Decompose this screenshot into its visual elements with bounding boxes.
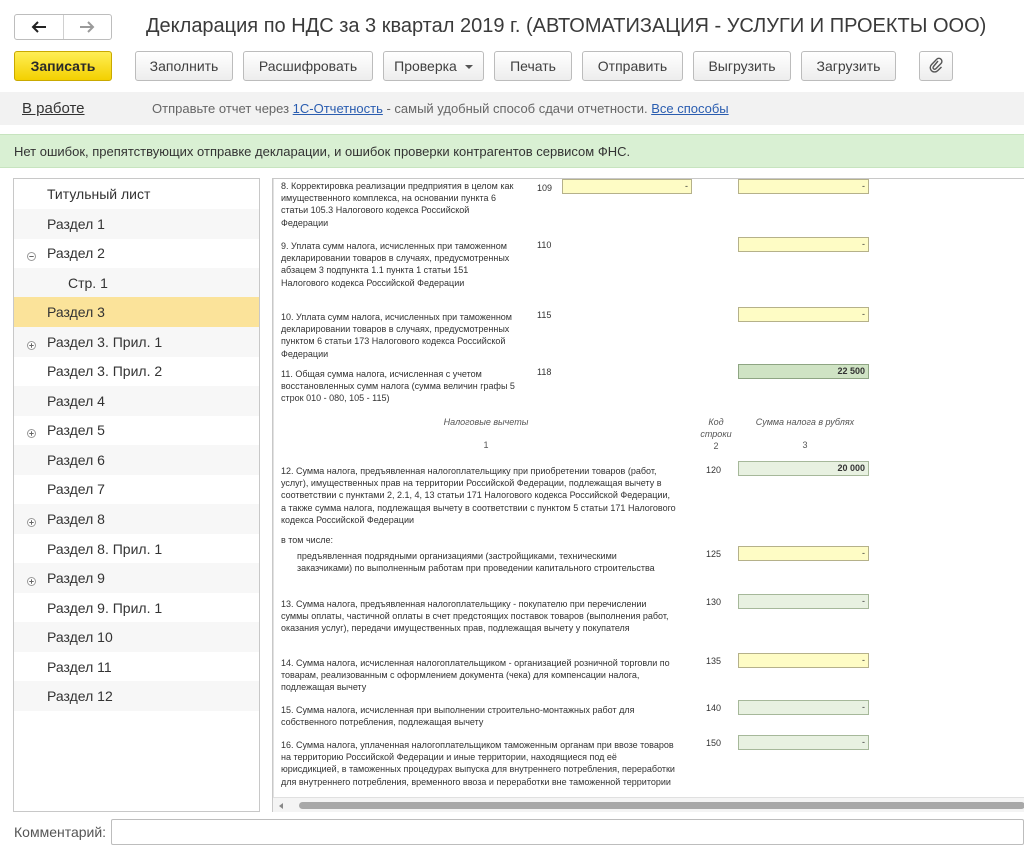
sidebar-item-section-7[interactable] <box>14 474 259 504</box>
sidebar-item-section-10[interactable] <box>14 622 259 652</box>
expand-icon[interactable] <box>27 573 36 582</box>
row-140-tax-field[interactable]: - <box>738 700 869 715</box>
sidebar-item-label: Раздел 8. Прил. 1 <box>47 541 163 557</box>
arrow-right-icon <box>79 21 95 33</box>
sidebar-item-section-4[interactable] <box>14 386 259 416</box>
deductions-header-title: Налоговые вычеты <box>443 417 529 427</box>
status-message <box>152 101 729 116</box>
link-1c-reporting[interactable]: 1С-Отчетность <box>292 101 383 116</box>
row-135-tax-field[interactable]: - <box>738 653 869 668</box>
sidebar-item-section-3-app-1[interactable] <box>14 327 259 357</box>
sidebar-item-label: Раздел 7 <box>47 481 105 497</box>
row-120-code: 120 <box>706 465 722 475</box>
row-109-code: 109 <box>537 183 553 193</box>
deductions-header-code-line2: строки <box>700 429 732 439</box>
sidebar-item-section-3-app-2[interactable] <box>14 356 259 386</box>
sidebar-item-section-5[interactable] <box>14 415 259 445</box>
print-button[interactable]: Печать <box>494 51 572 81</box>
deductions-header-col2-number: 2 <box>713 441 719 451</box>
scrollbar-thumb[interactable] <box>299 802 1024 809</box>
sidebar-item-label: Раздел 10 <box>47 629 113 645</box>
row-130-tax-field[interactable]: - <box>738 594 869 609</box>
row-130-code: 130 <box>706 597 722 607</box>
chevron-down-icon <box>465 65 473 69</box>
validation-message: Нет ошибок, препятствующих отправке декларации, и ошибок проверки контрагентов сервисом ФНС. <box>14 144 631 159</box>
sidebar-item-title-page[interactable] <box>14 179 259 209</box>
row-109-base-field[interactable]: - <box>562 179 692 194</box>
sidebar-item-label: Стр. 1 <box>68 275 108 291</box>
expand-icon[interactable] <box>27 425 36 434</box>
scroll-left-icon[interactable] <box>279 803 283 809</box>
comment-label: Комментарий: <box>14 824 107 840</box>
sidebar-item-label: Титульный лист <box>47 186 151 202</box>
form-left-border <box>273 179 274 797</box>
row-118-code: 118 <box>537 367 552 377</box>
sidebar-item-section-2-page-1[interactable] <box>14 268 259 298</box>
sidebar-item-section-3[interactable] <box>14 297 259 327</box>
row-120-tax-field[interactable]: 20 000 <box>738 461 869 476</box>
sidebar-item-section-2[interactable] <box>14 238 259 268</box>
row-115-tax-field[interactable]: - <box>738 307 869 322</box>
row-125-text: предъявленная подрядными организациями (застройщиками, техническими заказчиками) по выполненным работам при проведении капитального строительства <box>297 551 655 574</box>
row-140-text: 15. Сумма налога, исчисленная при выполнении строительно-монтажных работ для собственного потребления, подлежащая вычету <box>281 705 635 728</box>
expand-icon[interactable] <box>27 514 36 523</box>
status-text-after: - самый удобный способ сдачи отчетности. <box>382 101 652 116</box>
row-115-text: 10. Уплата сумм налога, исчисленных при таможенном декларировании товаров в случаях, предусмотренных пунктом 6 статьи 173 Налогового кодекса Российской Федерации <box>281 312 512 359</box>
row-110-tax-field[interactable]: - <box>738 237 869 252</box>
arrow-left-icon <box>31 21 47 33</box>
status-strip <box>0 92 1024 125</box>
row-125-code: 125 <box>706 549 722 559</box>
sidebar-item-label: Раздел 9. Прил. 1 <box>47 600 163 616</box>
row-135-code: 135 <box>706 656 722 666</box>
check-dropdown-button[interactable] <box>383 51 484 81</box>
sidebar-item-section-12[interactable] <box>14 681 259 711</box>
including-label: в том числе: <box>281 535 333 545</box>
sidebar-item-section-8-app-1[interactable] <box>14 534 259 564</box>
row-109-text: 8. Корректировка реализации предприятия в целом как имущественного комплекса, на основании пункта 6 статьи 105.3 Налогового кодекса Российской Федерации <box>281 181 514 228</box>
check-button-label: Проверка <box>394 58 457 74</box>
sidebar-item-label: Раздел 3 <box>47 304 105 320</box>
import-button[interactable]: Загрузить <box>801 51 896 81</box>
sidebar-item-label: Раздел 8 <box>47 511 105 527</box>
row-150-code: 150 <box>706 738 722 748</box>
fill-button[interactable]: Заполнить <box>135 51 233 81</box>
sidebar-item-section-9-app-1[interactable] <box>14 593 259 623</box>
sidebar-item-label: Раздел 6 <box>47 452 105 468</box>
row-115-code: 115 <box>537 310 552 320</box>
row-130-text: 13. Сумма налога, предъявленная налогоплательщику - покупателю при перечислении суммы оплаты, частичной оплаты в счет предстоящих поставок товаров (выполнения работ, оказания услуг), передачи имущественных прав, подлежащая вычету у покупателя <box>281 599 669 634</box>
sections-sidebar <box>13 178 260 812</box>
row-150-tax-field[interactable]: - <box>738 735 869 750</box>
row-118-text: 11. Общая сумма налога, исчисленная с учетом восстановленных сумм налога (сумма величин графы 5 строк 010 - 080, 105 - 115) <box>281 369 515 404</box>
sidebar-item-label: Раздел 9 <box>47 570 105 586</box>
sidebar-item-section-8[interactable] <box>14 504 259 534</box>
row-125-tax-field[interactable]: - <box>738 546 869 561</box>
deductions-header-col1-number: 1 <box>483 440 489 450</box>
navigation-buttons <box>14 14 112 40</box>
row-110-text: 9. Уплата сумм налога, исчисленных при таможенном декларировании товаров в случаях, предусмотренных абзацем 3 подпункта 1.1 пункта 1 статьи 151 Налогового кодекса Российской Федерации <box>281 241 510 288</box>
deductions-header-col3-number: 3 <box>802 440 808 450</box>
row-140-code: 140 <box>706 703 722 713</box>
row-110-code: 110 <box>537 240 552 250</box>
sidebar-item-label: Раздел 11 <box>47 659 112 675</box>
sidebar-item-label: Раздел 2 <box>47 245 105 261</box>
row-118-tax-field[interactable]: 22 500 <box>738 364 869 379</box>
status-in-work-link[interactable]: В работе <box>22 100 85 117</box>
row-135-text: 14. Сумма налога, исчисленная налогоплательщиком - организацией розничной торговли по товарам, реализованным с оформлением документа (чека) для компенсации налога, подлежащая вычету <box>281 658 670 693</box>
forward-button[interactable] <box>63 15 112 39</box>
sidebar-item-section-6[interactable] <box>14 445 259 475</box>
form-scroll-area <box>273 179 1024 797</box>
sidebar-item-section-11[interactable] <box>14 652 259 682</box>
page-title: Декларация по НДС за 3 квартал 2019 г. (АВТОМАТИЗАЦИЯ - УСЛУГИ И ПРОЕКТЫ ООО) <box>146 15 987 37</box>
sidebar-item-label: Раздел 3. Прил. 2 <box>47 363 163 379</box>
horizontal-scrollbar[interactable] <box>273 797 1024 812</box>
sidebar-item-label: Раздел 3. Прил. 1 <box>47 334 163 350</box>
send-button[interactable]: Отправить <box>582 51 683 81</box>
validation-banner <box>0 134 1024 168</box>
row-120-text: 12. Сумма налога, предъявленная налогоплательщику при приобретении товаров (работ, услуг), имущественных прав на территории Российской Федерации, подлежащая вычету в соответствии с пунктами 2, 2.1, 4, 13 статьи 171 Налогового кодекса Российской Федерации, а также сумма налога, подлежащая вычету в соответствии с пунктом 5 статьи 171 Налогового кодекса Российской Федерации <box>281 466 676 525</box>
row-109-tax-field[interactable]: - <box>738 179 869 194</box>
link-all-methods[interactable]: Все способы <box>651 101 729 116</box>
sidebar-item-label: Раздел 5 <box>47 422 105 438</box>
deductions-header-code-line1: Код <box>708 417 724 427</box>
attach-button[interactable] <box>919 51 953 81</box>
back-button[interactable] <box>15 15 63 39</box>
save-button[interactable]: Записать <box>14 51 112 81</box>
comment-input[interactable] <box>111 819 1024 845</box>
status-text-before: Отправьте отчет через <box>152 101 293 116</box>
collapse-icon[interactable] <box>27 248 36 257</box>
declaration-form <box>272 178 1024 812</box>
sidebar-item-label: Раздел 1 <box>47 216 105 232</box>
sidebar-item-label: Раздел 4 <box>47 393 105 409</box>
sidebar-item-label: Раздел 12 <box>47 688 113 704</box>
paperclip-icon <box>929 57 943 76</box>
export-button[interactable]: Выгрузить <box>693 51 791 81</box>
deductions-header-amount: Сумма налога в рублях <box>755 417 855 427</box>
sidebar-item-section-9[interactable] <box>14 563 259 593</box>
expand-icon[interactable] <box>27 337 36 346</box>
sidebar-item-section-1[interactable] <box>14 209 259 239</box>
decode-button[interactable]: Расшифровать <box>243 51 373 81</box>
row-150-text: 16. Сумма налога, уплаченная налогоплательщиком таможенным органам при ввозе товаров на территорию Российской Федерации и иные территории, находящиеся под её юрисдикцией, в таможенных процедурах выпуска для внутреннего потребления, переработки для внутреннего потребления, временного ввоза и переработки вне таможенной территории <box>281 740 675 787</box>
